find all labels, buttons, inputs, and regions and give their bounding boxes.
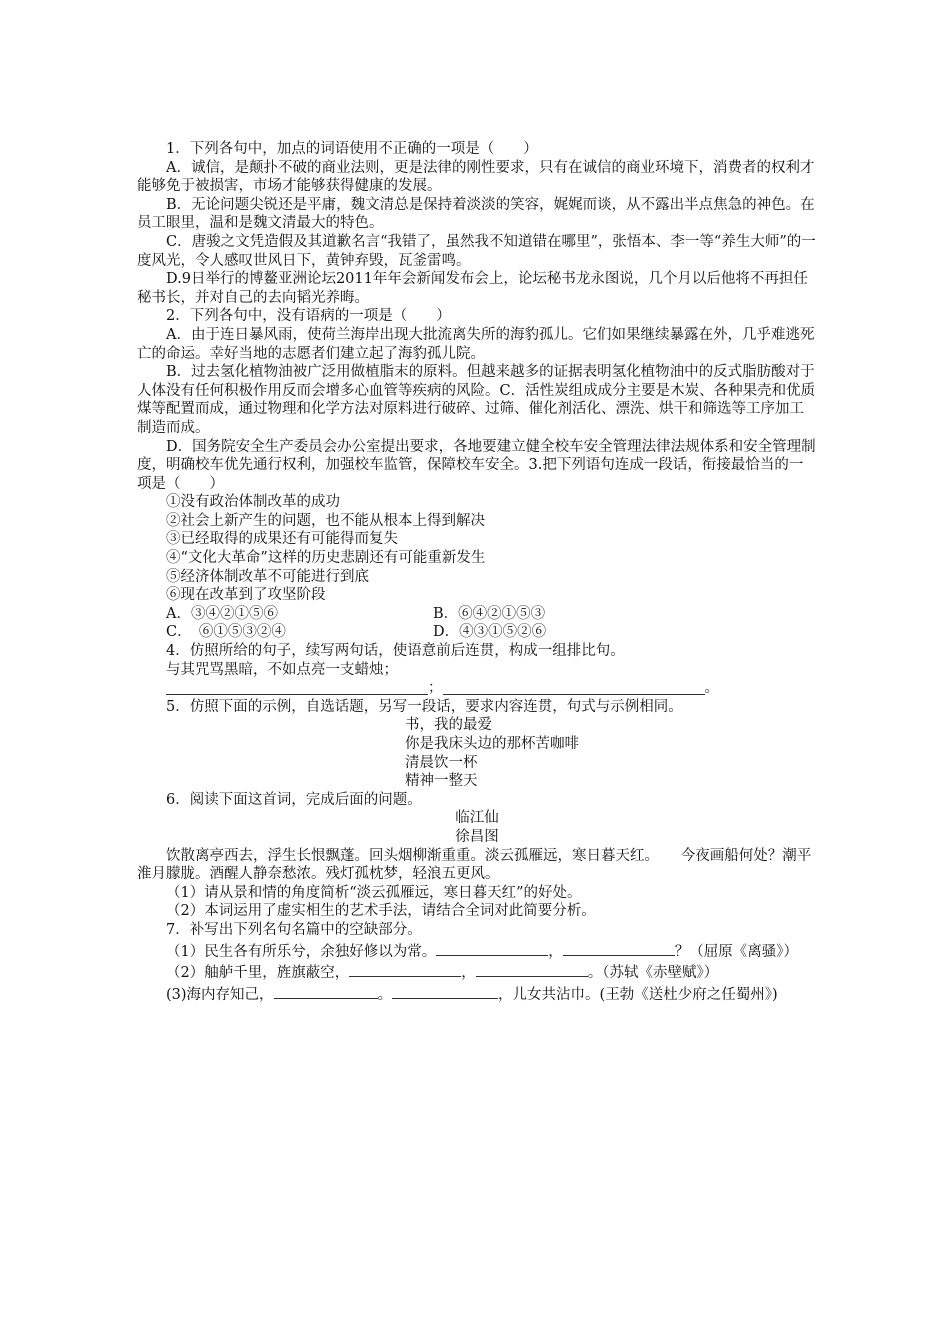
q1-option-a: A．诚信，是颠扑不破的商业法则，更是法律的刚性要求，只有在诚信的商业环境下，消费者的权利才能够免于被损害，市场才能够获得健康的发展。: [137, 159, 815, 195]
q2-option-d: D．国务院安全生产委员会办公室提出要求，各地要建立健全校车安全管理法律法规体系和安全管理制度，明确校车优先通行权利，加强校车监管，保障校车安全。3.把下列语句连成一段话，衔接最恰当的一项是（ ）: [137, 438, 816, 492]
q6-sub-1: （1）请从景和情的角度简析“淡云孤雁远，寒日暮天红”的好处。: [166, 884, 582, 901]
q3-option-a: A．③④②①⑤⑥: [166, 605, 278, 622]
q3-item-3: ③已经取得的成果还有可能得而复失: [166, 531, 398, 548]
q4-answer-line: [137, 679, 817, 698]
q7-s1-comma: ，: [548, 943, 563, 960]
q1-stem: 1．下列各句中，加点的词语使用不正确的一项是（ ）: [166, 141, 538, 157]
q7-s2-blank-2[interactable]: [476, 961, 588, 977]
q7-s3-source: ，儿女共沾巾。(王勃《送杜少府之任蜀州》): [498, 986, 778, 1003]
q7-s1-source: ？（屈原《离骚》）: [674, 943, 798, 960]
q4-end: 。: [704, 680, 719, 697]
q7-s2-source: 。（苏轼《赤壁赋》）: [587, 965, 719, 982]
q7-stem: 7．补写出下列名句名篇中的空缺部分。: [166, 921, 422, 938]
poem-text: 饮散离亭西去，浮生长恨飘蓬。回头烟柳渐重重。淡云孤雁远，寒日暮天红。 今夜画船何处？潮平淮月朦胧。酒醒人静奈愁浓。残灯孤枕梦，轻浪五更风。: [137, 847, 812, 883]
q2-option-b: B．过去氢化植物油被广泛用做植脂末的原料。但越来越多的证据表明氢化植物油中的反式脂肪酸对于人体没有任何积极作用反而会增多心血管等疾病的风险。C．活性炭组成成分主要是木炭、各种果壳和优质煤等配置而成，通过物理和化学方法对原料进行破碎、过筛、催化剂活化、漂洗、烘干和筛选等工序加工制造而成。: [137, 364, 816, 436]
poem-author: 徐昌图: [455, 828, 499, 845]
q1-option-d: D.9日举行的博鳌亚洲论坛2011年年会新闻发布会上，论坛秘书龙永图说，几个月以后他将不再担任秘书长，并对自己的去向韬光养晦。: [137, 271, 808, 306]
q6-stem: 6．阅读下面这首词，完成后面的问题。: [166, 791, 422, 808]
q4-separator: ；: [428, 680, 443, 697]
q7-s1-text: （1）民生各有所乐兮，余独好修以为常。: [166, 943, 437, 960]
q1-option-b: B．无论问题尖锐还是平庸，魏文清总是保持着淡淡的笑容，娓娓而谈，从不露出半点焦急的神色。在员工眼里，温和是魏文清最大的特色。: [137, 196, 815, 232]
q4-stem: 4．仿照所给的句子，续写两句话，使语意前后连贯，构成一组排比句。: [166, 643, 625, 660]
q3-item-6: ⑥现在改革到了攻坚阶段: [166, 587, 326, 604]
q7-s3-blank-2[interactable]: [392, 983, 498, 999]
q7-sentence-1: [137, 940, 817, 962]
q4-example: 与其咒骂黑暗，不如点亮一支蜡烛；: [166, 661, 398, 678]
q1-option-c: C．唐骏之文凭造假及其道歉名言“我错了，虽然我不知道错在哪里”，张悟本、李一等“养生大师”的一度风光，令人感叹世风日下，黄钟弃毁，瓦釜雷鸣。: [137, 233, 816, 269]
q2-stem: 2．下列各句中，没有语病的一项是（ ）: [166, 308, 451, 325]
q2-option-a: A．由于连日暴风雨，使荷兰海岸出现大批流离失所的海豹孤儿。它们如果继续暴露在外，几乎难逃死亡的命运。幸好当地的志愿者们建立起了海豹孤儿院。: [137, 326, 815, 362]
q3-option-d: D．④③①⑤②⑥: [433, 624, 547, 641]
q4-blank-1[interactable]: [166, 679, 428, 695]
q5-example-line-4: 精神一整天: [405, 773, 478, 790]
q3-item-1: ①没有政治体制改革的成功: [166, 494, 340, 511]
q5-example-line-2: 你是我床头边的那杯苦咖啡: [405, 736, 579, 752]
q7-s1-blank-1[interactable]: [436, 940, 548, 956]
q7-s3-text: (3)海内存知己，: [166, 986, 274, 1003]
q3-options-row-2: [137, 623, 817, 642]
q3-item-5: ⑤经济体制改革不可能进行到底: [166, 568, 369, 585]
q5-stem: 5．仿照下面的示例，自选话题，另写一段话，要求内容连贯，句式与示例相同。: [166, 698, 683, 715]
poem-title: 临江仙: [455, 810, 499, 827]
q7-sentence-2: [137, 961, 817, 983]
q7-s3-blank-1[interactable]: [274, 983, 378, 999]
q3-item-4: ④“文化大革命”这样的历史悲剧还有可能重新发生: [166, 550, 486, 567]
q7-s1-blank-2[interactable]: [563, 940, 675, 956]
q7-s2-text: （2）舳舻千里，旌旗蔽空，: [166, 965, 350, 982]
q7-s3-period: 。: [377, 986, 393, 1003]
q4-blank-2[interactable]: [443, 679, 705, 695]
q3-options-row-1: [137, 605, 817, 624]
q3-item-2: ②社会上新产生的问题，也不能从根本上得到解决: [166, 512, 485, 529]
q5-example-line-3: 清晨饮一杯: [405, 754, 478, 771]
q7-s2-comma: ，: [461, 965, 476, 982]
q3-option-c: C． ⑥①⑤③②④: [166, 624, 286, 641]
exam-content: [137, 140, 817, 1004]
q3-option-b: B．⑥④②①⑤③: [433, 605, 546, 622]
q6-sub-2: （2）本词运用了虚实相生的艺术手法，请结合全词对此简要分析。: [166, 903, 596, 920]
q5-example-line-1: 书，我的最爱: [405, 717, 492, 734]
q7-sentence-3: [137, 983, 817, 1005]
q7-s2-blank-1[interactable]: [349, 961, 461, 977]
